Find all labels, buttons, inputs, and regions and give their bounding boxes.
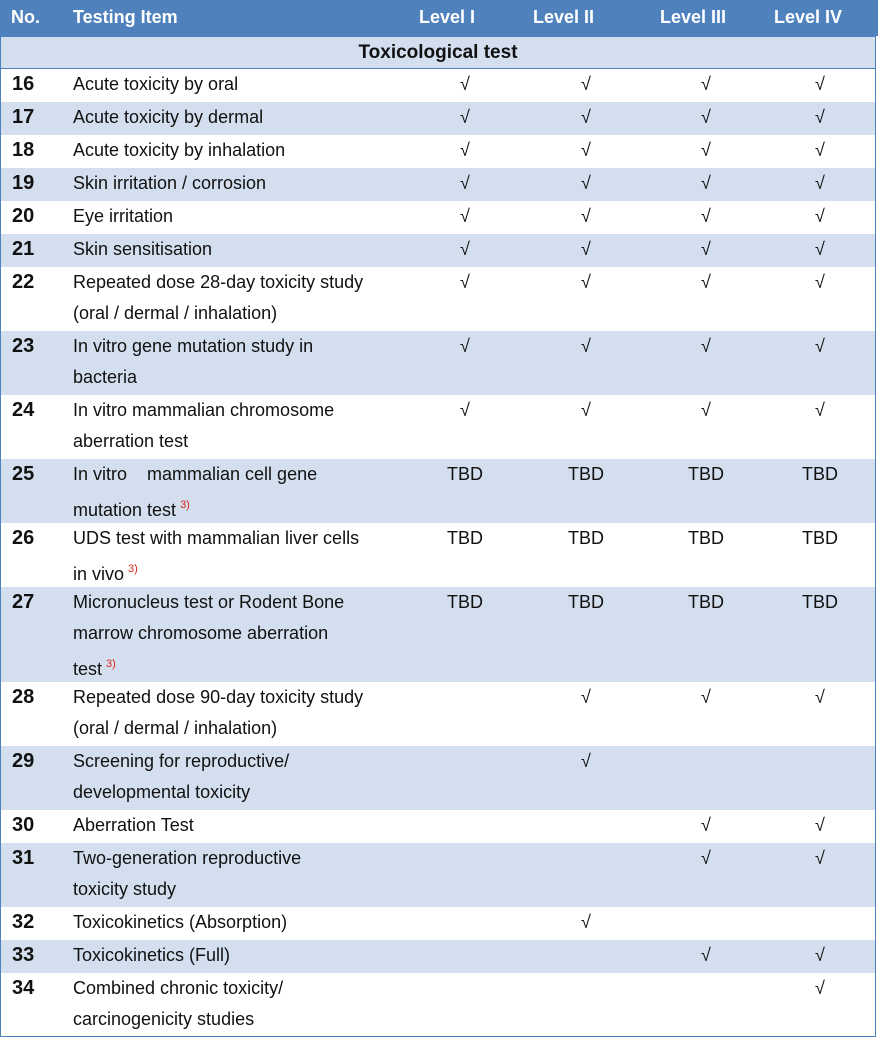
row-number: 26 bbox=[12, 527, 35, 549]
level-3-value: √ bbox=[701, 945, 711, 965]
level-3-value: TBD bbox=[688, 528, 724, 548]
level-3-value: √ bbox=[701, 400, 711, 420]
testing-item bbox=[73, 69, 413, 100]
level-4-value: √ bbox=[815, 815, 825, 835]
row-number: 32 bbox=[12, 911, 35, 933]
level-3-value: TBD bbox=[688, 464, 724, 484]
testing-item-line: marrow chromosome aberration bbox=[73, 623, 329, 643]
level-1-value: √ bbox=[460, 74, 470, 94]
level-4-value: TBD bbox=[802, 464, 838, 484]
level-2-value: √ bbox=[581, 74, 591, 94]
level-2-value: √ bbox=[581, 107, 591, 127]
row-number: 21 bbox=[12, 238, 35, 260]
table-row bbox=[0, 587, 876, 682]
testing-item bbox=[73, 587, 413, 685]
row-number: 31 bbox=[12, 847, 35, 869]
level-1-value: √ bbox=[460, 400, 470, 420]
testing-item-line: Aberration Test bbox=[73, 815, 194, 835]
table-row bbox=[0, 940, 876, 973]
row-number: 22 bbox=[12, 271, 35, 293]
testing-item-line: Toxicokinetics (Absorption) bbox=[73, 912, 288, 932]
testing-item bbox=[73, 746, 413, 808]
level-3-value: TBD bbox=[688, 592, 724, 612]
level-3-value: √ bbox=[701, 140, 711, 160]
table-row bbox=[0, 907, 876, 940]
level-2-value: √ bbox=[581, 912, 591, 932]
testing-item bbox=[73, 843, 413, 905]
level-2-value: TBD bbox=[568, 592, 604, 612]
level-2-value: TBD bbox=[568, 528, 604, 548]
level-3-value: √ bbox=[701, 239, 711, 259]
header-level-4: Level IV bbox=[774, 7, 843, 27]
testing-item bbox=[73, 682, 413, 744]
level-2-value: √ bbox=[581, 687, 591, 707]
testing-item-line: Skin irritation / corrosion bbox=[73, 173, 267, 193]
level-4-value: √ bbox=[815, 336, 825, 356]
level-2-value: √ bbox=[581, 140, 591, 160]
row-number: 27 bbox=[12, 591, 35, 613]
testing-item-line: Skin sensitisation bbox=[73, 239, 213, 259]
level-2-value: √ bbox=[581, 751, 591, 771]
level-1-value: √ bbox=[460, 173, 470, 193]
level-2-value: √ bbox=[581, 173, 591, 193]
level-3-value: √ bbox=[701, 336, 711, 356]
level-3-value: √ bbox=[701, 272, 711, 292]
level-4-value: √ bbox=[815, 173, 825, 193]
header-level-3: Level III bbox=[660, 7, 727, 27]
testing-item-line: bacteria bbox=[73, 367, 138, 387]
level-4-value: √ bbox=[815, 239, 825, 259]
level-3-value: √ bbox=[701, 74, 711, 94]
level-4-value: √ bbox=[815, 206, 825, 226]
testing-item-line: mutation test $^{3)}$ bbox=[73, 499, 190, 520]
level-4-value: √ bbox=[815, 140, 825, 160]
level-2-value: √ bbox=[581, 239, 591, 259]
table-row bbox=[0, 810, 876, 843]
table-row bbox=[0, 69, 876, 102]
testing-item-line: Two-generation reproductive bbox=[73, 848, 302, 868]
header-level-2: Level II bbox=[533, 7, 595, 27]
testing-item-line: carcinogenicity studies bbox=[73, 1009, 255, 1029]
level-3-value: √ bbox=[701, 173, 711, 193]
testing-item-line: Combined chronic toxicity/ bbox=[73, 978, 284, 998]
table-row bbox=[0, 135, 876, 168]
level-2-value: √ bbox=[581, 206, 591, 226]
row-number: 34 bbox=[12, 977, 35, 999]
table-row bbox=[0, 331, 876, 395]
row-number: 16 bbox=[12, 73, 35, 95]
testing-item bbox=[73, 331, 413, 393]
header-level-1: Level I bbox=[419, 7, 476, 27]
testing-item-line: Acute toxicity by dermal bbox=[73, 107, 264, 127]
testing-item bbox=[73, 907, 413, 938]
table-row bbox=[0, 234, 876, 267]
level-1-value: TBD bbox=[447, 464, 483, 484]
testing-item-line: In vitro mammalian chromosome bbox=[73, 400, 335, 420]
table-row bbox=[0, 459, 876, 523]
table-row bbox=[0, 395, 876, 459]
testing-item-line: Acute toxicity by oral bbox=[73, 74, 239, 94]
testing-item bbox=[73, 973, 413, 1035]
testing-item bbox=[73, 267, 413, 329]
row-number: 18 bbox=[12, 139, 35, 161]
level-1-value: √ bbox=[460, 336, 470, 356]
level-4-value: √ bbox=[815, 400, 825, 420]
level-3-value: √ bbox=[701, 206, 711, 226]
level-1-value: √ bbox=[460, 272, 470, 292]
level-4-value: √ bbox=[815, 978, 825, 998]
level-4-value: √ bbox=[815, 945, 825, 965]
testing-item bbox=[73, 234, 413, 265]
row-number: 33 bbox=[12, 944, 35, 966]
table-row bbox=[0, 682, 876, 746]
level-3-value: √ bbox=[701, 848, 711, 868]
header-no: No. bbox=[11, 7, 40, 27]
level-2-value: √ bbox=[581, 400, 591, 420]
testing-item-line: In vitro mammalian cell gene bbox=[73, 464, 318, 484]
header-testing-item: Testing Item bbox=[73, 7, 178, 27]
testing-item-line: developmental toxicity bbox=[73, 782, 251, 802]
testing-item-line: (oral / dermal / inhalation) bbox=[73, 718, 278, 738]
testing-item-line: Micronucleus test or Rodent Bone bbox=[73, 592, 345, 612]
testing-item-line: Screening for reproductive/ bbox=[73, 751, 290, 771]
level-4-value: TBD bbox=[802, 592, 838, 612]
section-header bbox=[0, 36, 876, 69]
level-1-value: √ bbox=[460, 140, 470, 160]
level-4-value: √ bbox=[815, 272, 825, 292]
row-number: 25 bbox=[12, 463, 35, 485]
level-1-value: TBD bbox=[447, 592, 483, 612]
testing-item-line: Repeated dose 28-day toxicity study bbox=[73, 272, 364, 292]
level-1-value: √ bbox=[460, 239, 470, 259]
testing-item-line: Acute toxicity by inhalation bbox=[73, 140, 286, 160]
footnote-marker: 3) bbox=[106, 658, 116, 670]
level-2-value: √ bbox=[581, 336, 591, 356]
testing-item-line: Toxicokinetics (Full) bbox=[73, 945, 231, 965]
level-3-value: √ bbox=[701, 107, 711, 127]
table-row bbox=[0, 102, 876, 135]
level-3-value: √ bbox=[701, 815, 711, 835]
level-3-value: √ bbox=[701, 687, 711, 707]
level-2-value: √ bbox=[581, 272, 591, 292]
footnote-marker: 3) bbox=[128, 563, 138, 575]
testing-item bbox=[73, 810, 413, 841]
testing-item-line: toxicity study bbox=[73, 879, 177, 899]
level-4-value: √ bbox=[815, 687, 825, 707]
testing-item bbox=[73, 102, 413, 133]
row-number: 17 bbox=[12, 106, 35, 128]
testing-item-line: UDS test with mammalian liver cells bbox=[73, 528, 360, 548]
table-row bbox=[0, 523, 876, 587]
level-4-value: √ bbox=[815, 107, 825, 127]
level-1-value: √ bbox=[460, 107, 470, 127]
table-row bbox=[0, 201, 876, 234]
table-row bbox=[0, 843, 876, 907]
row-number: 23 bbox=[12, 335, 35, 357]
testing-item-line: in vivo $^{3)}$ bbox=[73, 563, 138, 584]
testing-item-line: (oral / dermal / inhalation) bbox=[73, 303, 278, 323]
row-number: 19 bbox=[12, 172, 35, 194]
row-number: 30 bbox=[12, 814, 35, 836]
testing-item bbox=[73, 459, 413, 526]
testing-item bbox=[73, 523, 413, 590]
table-header bbox=[0, 0, 878, 36]
testing-item-line: test $^{3)}$ bbox=[73, 658, 116, 679]
level-1-value: √ bbox=[460, 206, 470, 226]
footnote-marker: 3) bbox=[180, 499, 190, 511]
level-2-value: TBD bbox=[568, 464, 604, 484]
table-row bbox=[0, 746, 876, 810]
level-4-value: √ bbox=[815, 848, 825, 868]
testing-item-line: Eye irritation bbox=[73, 206, 174, 226]
row-number: 29 bbox=[12, 750, 35, 772]
testing-item bbox=[73, 940, 413, 971]
testing-item-line: Repeated dose 90-day toxicity study bbox=[73, 687, 364, 707]
testing-item bbox=[73, 168, 413, 199]
row-number: 28 bbox=[12, 686, 35, 708]
level-1-value: TBD bbox=[447, 528, 483, 548]
table-row bbox=[0, 267, 876, 331]
testing-item-line: In vitro gene mutation study in bbox=[73, 336, 314, 356]
table-row bbox=[0, 973, 876, 1037]
level-4-value: TBD bbox=[802, 528, 838, 548]
row-number: 20 bbox=[12, 205, 35, 227]
section-title: Toxicological test bbox=[358, 42, 518, 63]
row-number: 24 bbox=[12, 399, 35, 421]
testing-item bbox=[73, 395, 413, 457]
level-4-value: √ bbox=[815, 74, 825, 94]
table-row bbox=[0, 168, 876, 201]
testing-item bbox=[73, 201, 413, 232]
testing-item bbox=[73, 135, 413, 166]
testing-item-line: aberration test bbox=[73, 431, 189, 451]
